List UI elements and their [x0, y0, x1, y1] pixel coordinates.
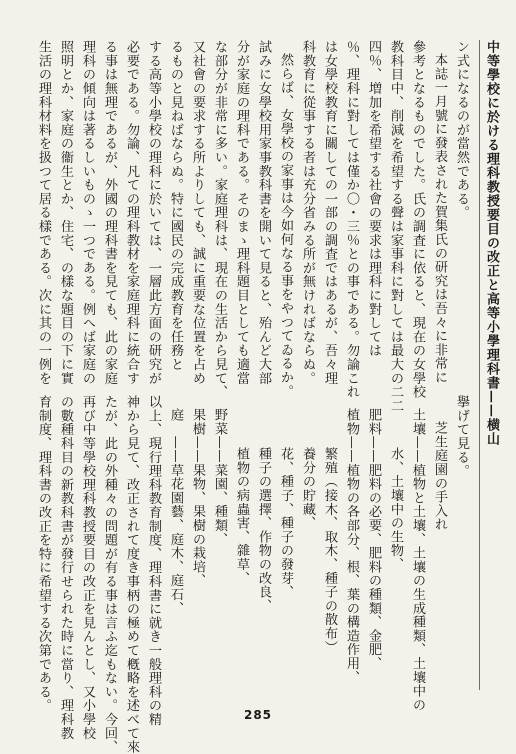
text-line: 擧げて見る。	[454, 395, 469, 478]
text-line: 分が家庭の理科である。そのまゝ理科題目としても適當	[234, 40, 249, 385]
text-line: する高等小學校の理科に於いては、一層此方面の研究が	[146, 40, 161, 385]
text-line: 然らば、女學校の家事は今如何なる事をやつてゐるか。	[278, 53, 293, 398]
text-line: るものと見ねばならぬ。特に國民の完成教育を任務と	[168, 40, 183, 372]
text-line: たが、此の外種々の問題が有る事は言ふ迄もない。今回、	[102, 395, 117, 754]
text-line: 再び中等學校理科教授要目の改正を見んとし、又小學校	[80, 395, 95, 740]
text-line: 植物——植物の各部分、根、葉の構造作用、	[344, 408, 359, 684]
text-line: 庭 ——草花園藝、庭木、庭石、	[168, 408, 183, 615]
text-line: 育制度、理科書の改正を特に希望する次第である。	[36, 395, 51, 713]
text-line: 以上、現行理科教育制度、理科書に就き一般理科の精	[146, 395, 161, 727]
text-line: 水、土壤中の生物、	[388, 447, 403, 572]
text-line: 養分の貯藏、	[300, 447, 315, 530]
text-line: 花、種子、種子の發芽、	[278, 447, 293, 599]
text-line: る事は無理であるが、外國の理科書を見ても、此の家庭	[102, 40, 117, 385]
text-line: 理科の傾向は著るしいものゝ一つである。例へば家庭の	[80, 40, 95, 385]
text-line: ン式になるのが當然である。	[454, 40, 469, 220]
page-number: 285	[243, 708, 273, 722]
header-rule	[479, 40, 480, 690]
text-line: 四％、増加を希望する社會の要求は理科に對しては	[366, 40, 381, 358]
text-line: 神から見て、改正されて度き事柄の極めて槪略を述べて來	[124, 395, 139, 754]
upper-text-block	[32, 40, 472, 413]
text-line: 芝生庭園の手入れ	[432, 421, 447, 532]
text-line: 種子の選擇、作物の改良、	[256, 447, 271, 613]
text-line: 照明とか、家庭の衞生とか、住宅、の樣な題目の下に實	[58, 40, 73, 385]
text-line: 土壤——植物と土壤、土壤の生成種類、土壤中の	[410, 408, 425, 712]
text-line: 必要である。勿論、凡ての理科教材を家庭理科に統合す	[124, 40, 139, 385]
text-line: 試みに女學校用家事教科書を開いて見ると、殆んど大部	[256, 40, 271, 385]
text-line: 參考となるものでした。氏の調査に依ると、現在の女學校	[410, 40, 425, 399]
text-line: 科教育に從事する者は充分省みる所が無ければならぬ。	[300, 40, 315, 385]
text-line: 果樹——果物、果樹の栽培、	[190, 408, 205, 588]
text-line: な部分が非常に多い。家庭理科は、現在の生活から見て、	[212, 40, 227, 399]
text-line: 生活の理科材料を扱つて居る樣である。次に其の一例を	[36, 40, 51, 385]
text-line: 本誌一月號に發表された賀集氏の研究は吾々に非常に	[432, 53, 447, 385]
text-line: ％、理科に對しては僅か〇・三％との事である。勿論これ	[344, 40, 359, 399]
text-line: 野菜——菜園、種類、	[212, 408, 227, 546]
running-header: 中等學校に於ける理科教授要目の改正と高等小學理科書——横山	[484, 40, 499, 446]
text-line: は女學校教育に關しての一部の調査ではあるが、吾々理	[322, 40, 337, 385]
text-line: 植物の病蟲害、雜草、	[234, 447, 249, 585]
text-line: 肥料——肥料の必要、肥料の種類、金肥、	[366, 408, 381, 671]
text-line: の數種科目の新教科書が發行せられた時に當り、理科教	[58, 395, 73, 740]
text-line: 繁殖（接木、取木、種子の散布）	[322, 447, 337, 654]
text-line: 又社會の要求する所よりしても、誠に重要な位置を占め	[190, 40, 205, 385]
text-line: 教科目中、削減を希望する聲は家事科に對しては最大の二二	[388, 40, 403, 413]
